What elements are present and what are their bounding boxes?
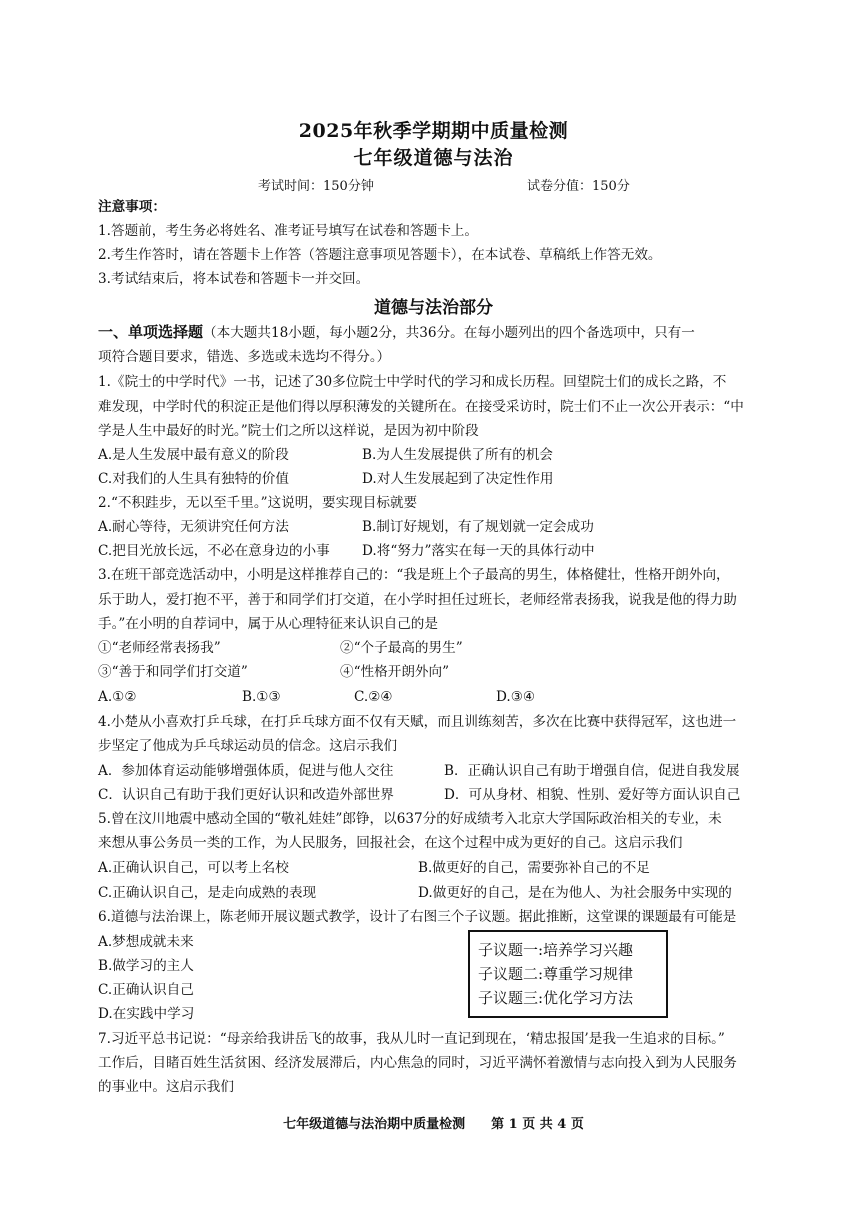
question-text: 乐于助人，爱打抱不平，善于和同学们打交道，在小学时担任过班长，老师经常表扬我，说我是他的得力助 — [98, 592, 737, 608]
page-footer: 七年级道德与法治期中质量检测 第 1 页 共 4 页 — [283, 1117, 584, 1132]
section-title: 道德与法治部分 — [374, 298, 493, 318]
option-d: D.将“努力”落实在每一天的具体行动中 — [362, 543, 595, 559]
choice-item: ③“善于和同学们打交道” — [98, 664, 248, 680]
option-c: C．认识自己有助于我们更好认识和改造外部世界 — [98, 787, 394, 803]
option-d: D.做更好的自己，是在为他人、为社会服务中实现的 — [418, 885, 732, 901]
question-text: 3.在班干部竞选活动中，小明是这样推荐自己的：“我是班上个子最高的男生，体格健壮，性格开朗外向， — [98, 567, 730, 583]
question-text: 2.“不积跬步，无以至千里。”这说明，要实现目标就要 — [98, 495, 418, 511]
exam-time: 考试时间：150分钟 — [258, 179, 374, 194]
part-heading: 一、单项选择题 — [98, 323, 204, 341]
exam-subtitle: 七年级道德与法治 — [353, 147, 514, 169]
sub-topic-item: 子议题二:尊重学习规律 — [478, 965, 634, 983]
option-d: D．可从身材、相貌、性别、爱好等方面认识自己 — [444, 787, 741, 803]
exam-title: 2025年秋季学期期中质量检测 — [298, 120, 569, 142]
question-text: 5.曾在汶川地震中感动全国的“敬礼娃娃”郎铮，以637分的好成绩考入北京大学国际政治相关的专业，未 — [98, 811, 722, 827]
question-text: 学是人生中最好的时光。”院士们之所以这样说，是因为初中阶段 — [98, 423, 479, 439]
question-text: 工作后，目睹百姓生活贫困、经济发展滞后，内心焦急的同时，习近平满怀着激情与志向投入到为人民服务 — [98, 1055, 737, 1071]
option-b: B.做更好的自己，需要弥补自己的不足 — [418, 860, 650, 876]
question-text: 来想从事公务员一类的工作，为人民服务，回报社会，在这个过程中成为更好的自己。这启示我们 — [98, 835, 683, 851]
sub-topic-item: 子议题一:培养学习兴趣 — [478, 941, 634, 959]
option-b: B.①③ — [242, 689, 281, 705]
notice-item: 2.考生作答时，请在答题卡上作答（答题注意事项见答题卡），在本试卷、草稿纸上作答无效。 — [98, 247, 662, 263]
question-text: 难发现，中学时代的积淀正是他们得以厚积薄发的关键所在。在接受采访时，院士们不止一次公开表示：“中 — [98, 399, 744, 415]
part-intro: （本大题共18小题，每小题2分，共36分。在每小题列出的四个备选项中，只有一 — [203, 325, 695, 341]
notice-item: 1.答题前，考生务必将姓名、准考证号填写在试卷和答题卡上。 — [98, 223, 478, 239]
option-a: A．参加体育运动能够增强体质，促进与他人交往 — [98, 763, 394, 779]
choice-item: ①“老师经常表扬我” — [98, 640, 221, 656]
option-b: B.做学习的主人 — [98, 958, 194, 974]
option-c: C.正确认识自己，是走向成熟的表现 — [98, 885, 317, 901]
option-c: C.②④ — [354, 689, 393, 705]
option-a: A.①② — [98, 689, 137, 705]
option-c: C.正确认识自己 — [98, 982, 194, 998]
option-b: B．正确认识自己有助于增强自信，促进自我发展 — [444, 763, 740, 779]
notice-heading: 注意事项： — [98, 199, 166, 215]
choice-item: ④“性格开朗外向” — [340, 664, 450, 680]
question-text: 手。”在小明的自荐词中，属于从心理特征来认识自己的是 — [98, 616, 438, 632]
option-a: A.正确认识自己，可以考上名校 — [98, 860, 289, 876]
choice-item: ②“个子最高的男生” — [340, 640, 463, 656]
question-text: 4.小楚从小喜欢打乒乓球，在打乒乓球方面不仅有天赋，而且训练刻苦，多次在比赛中获得冠军，这也进一 — [98, 714, 737, 730]
exam-score: 试卷分值：150分 — [527, 179, 630, 194]
option-c: C.对我们的人生具有独特的价值 — [98, 471, 289, 487]
question-text: 1.《院士的中学时代》一书，记述了30多位院士中学时代的学习和成长历程。回望院士们的成长之路，不 — [98, 374, 727, 390]
option-a: A.梦想成就未来 — [98, 934, 194, 950]
question-text: 步坚定了他成为乒乓球运动员的信念。这启示我们 — [98, 738, 398, 754]
sub-topic-item: 子议题三:优化学习方法 — [478, 989, 634, 1007]
part-intro-line — [98, 323, 695, 342]
option-b: B.为人生发展提供了所有的机会 — [362, 447, 554, 463]
part-intro-line: 项符合题目要求，错选、多选或未选均不得分。） — [98, 349, 391, 365]
notice-item: 3.考试结束后，将本试卷和答题卡一并交回。 — [98, 271, 370, 287]
option-a: A.是人生发展中最有意义的阶段 — [98, 447, 289, 463]
question-text: 的事业中。这启示我们 — [98, 1079, 234, 1095]
option-a: A.耐心等待，无须讲究任何方法 — [98, 519, 289, 535]
option-d: D.在实践中学习 — [98, 1006, 195, 1022]
option-b: B.制订好规划，有了规划就一定会成功 — [362, 519, 594, 535]
option-d: D.对人生发展起到了决定性作用 — [362, 471, 554, 487]
option-c: C.把目光放长远，不必在意身边的小事 — [98, 543, 330, 559]
question-text: 6.道德与法治课上，陈老师开展议题式教学，设计了右图三个子议题。据此推断，这堂课的课题最有可能是 — [98, 909, 737, 925]
option-d: D.③④ — [496, 689, 536, 705]
question-text: 7.习近平总书记说：“母亲给我讲岳飞的故事，我从儿时一直记到现在，‘精忠报国’是我一生追求的目标。” — [98, 1031, 725, 1047]
